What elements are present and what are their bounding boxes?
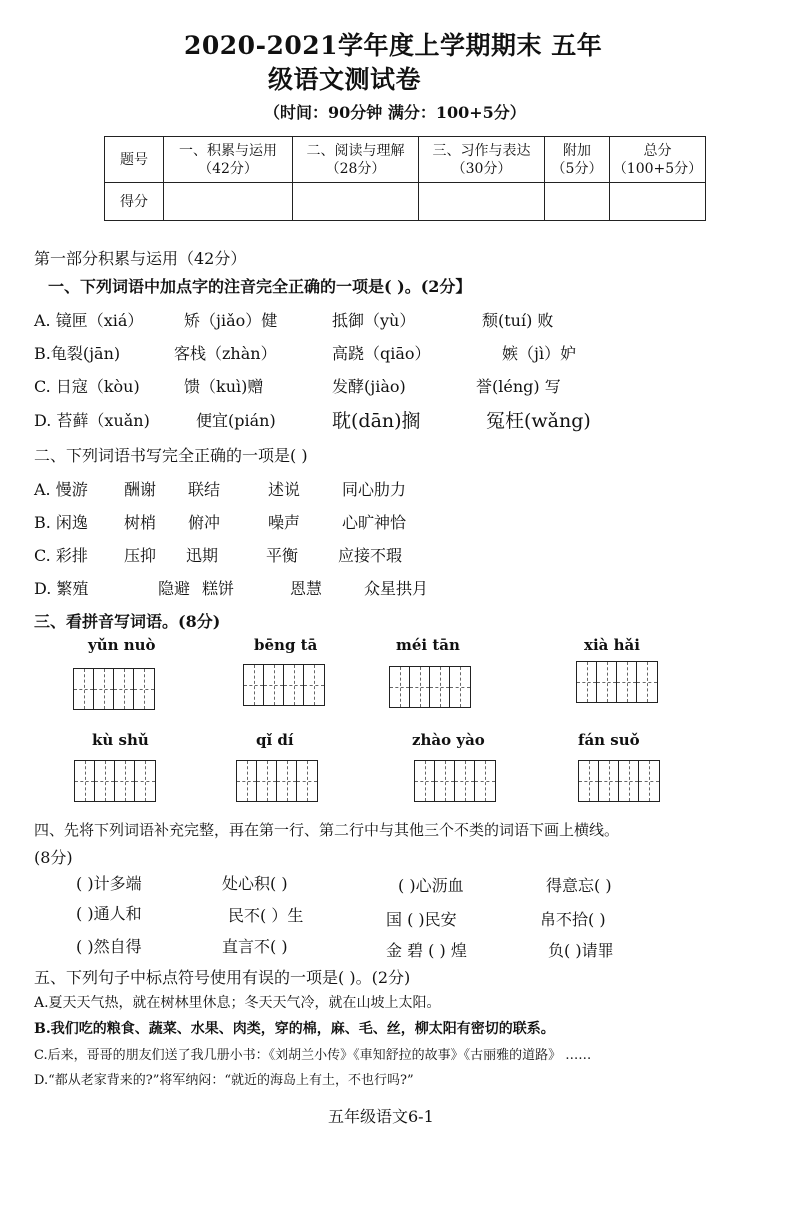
q2-option-a-4: 述说 [268,480,301,499]
q4-idiom-1: ( )计多端 [76,874,142,893]
score-col-label: 题号 [105,137,164,183]
q1-option-b-3: 高跷（qiāo） [332,344,431,363]
q2-option-b-1: B. 闲逸 [34,513,88,532]
q2-option-a-1: A. 慢游 [34,480,88,499]
writing-grid[interactable] [578,760,660,802]
q2-prompt: 二、下列词语书写完全正确的一项是( ) [34,446,308,465]
q2-option-a-5: 同心肋力 [342,480,407,499]
q1-option-d-4: 冤枉(wǎng) [486,410,591,432]
q3-pinyin-8: fán suǒ [578,731,640,749]
score-col-part2: 二、阅读与理解 （28分） [293,137,419,183]
score-cell[interactable] [293,183,419,221]
q2-option-d-3: 糕饼 [202,579,235,598]
q2-option-a-2: 酬谢 [124,480,157,499]
q4-idiom-11: 金 碧 ( ) 煌 [386,941,467,960]
q1-option-d-1: D. 苔藓（xuǎn) [34,411,150,430]
q2-option-d-2: 隐避 [158,579,191,598]
writing-grid[interactable] [243,664,325,706]
q4-points: (8分) [34,848,73,867]
q4-idiom-7: 国 ( )民安 [386,910,457,929]
q4-idiom-3: ( )心沥血 [398,876,464,895]
writing-grid[interactable] [73,668,155,710]
page-footer: 五年级语文6-1 [328,1107,434,1126]
writing-grid[interactable] [414,760,496,802]
writing-grid[interactable] [236,760,318,802]
score-cell[interactable] [419,183,545,221]
q2-option-c-4: 平衡 [266,546,299,565]
q1-option-a-3: 抵御（yù） [332,311,416,330]
q3-pinyin-3: méi tān [396,636,460,654]
q1-option-c-4: 誉(léng) 写 [476,377,561,396]
score-cell[interactable] [164,183,293,221]
score-cell[interactable] [545,183,610,221]
score-row-label: 得分 [105,183,164,221]
q3-pinyin-1: yǔn nuò [88,636,156,654]
q2-option-d-1: D. 繁殖 [34,579,89,598]
q5-option-c: C.后来，哥哥的朋友们送了我几册小书：《刘胡兰小传》《車知舒拉的故事》《古丽雅的道路》 …… [34,1048,592,1063]
q2-option-a-3: 联结 [188,480,221,499]
page-title-line2: 级语文测试卷 [268,65,422,94]
writing-grid[interactable] [576,661,658,703]
q4-idiom-10: 直言不( ) [222,937,288,956]
q2-option-d-5: 众星拱月 [364,579,429,598]
q2-option-d-4: 恩慧 [290,579,323,598]
writing-grid[interactable] [389,666,471,708]
q4-idiom-9: ( )然自得 [76,937,142,956]
q4-idiom-2: 处心积( ) [222,874,288,893]
q3-pinyin-2: bēng tā [254,636,318,654]
q4-idiom-12: 负( )请罪 [548,941,614,960]
q5-prompt: 五、下列句子中标点符号使用有误的一项是( )。(2分) [34,968,411,987]
q3-pinyin-6: qǐ dí [256,731,294,749]
q5-option-b: B.我们吃的粮食、蔬菜、水果、肉类，穿的棉，麻、毛、丝，柳太阳有密切的联系。 [34,1021,555,1037]
q1-option-a-2: 矫（jiǎo）健 [184,311,278,330]
q5-option-a: A.夏天天气热，就在树林里休息；冬天天气冷，就在山坡上太阳。 [34,995,441,1011]
score-table-header-row [105,137,706,183]
q1-option-a-4: 颓(tuí) 败 [482,311,554,330]
score-col-bonus: 附加 （5分） [545,137,610,183]
score-col-part3: 三、习作与表达 （30分） [419,137,545,183]
q4-idiom-5: ( )通人和 [76,904,142,923]
q1-option-d-2: 便宜(pián) [196,411,276,430]
q3-prompt: 三、看拼音写词语。(8分) [34,612,221,631]
q3-pinyin-4: xià hǎi [584,636,640,654]
q1-option-c-2: 馈（kuì)赠 [184,377,264,396]
part1-heading: 第一部分积累与运用（42分） [34,249,247,268]
q3-pinyin-5: kù shǔ [92,731,149,749]
q1-option-a-1: A. 镜匣（xiá） [34,311,144,330]
q1-option-b-4: 嫉（jì）妒 [502,344,577,363]
q2-option-b-4: 噪声 [268,513,301,532]
q2-option-c-3: 迅期 [186,546,219,565]
q1-option-b-2: 客栈（zhàn） [174,344,277,363]
q2-option-b-2: 树梢 [124,513,157,532]
q1-option-b-1: B.龟裂(jān) [34,344,121,363]
q5-option-d: D.“都从老家背来的?”将军纳闷：“就近的海岛上有土，不也行吗?” [34,1073,414,1088]
score-col-total: 总分 （100+5分） [610,137,706,183]
score-table [104,136,706,221]
q2-option-b-5: 心旷神恰 [342,513,407,532]
page-title-line1: 2020-2021学年度上学期期末 五年 [184,31,603,60]
q1-option-c-3: 发酵(jiào) [332,377,406,396]
q3-pinyin-7: zhào yào [412,731,485,749]
exam-time-score: （时间：90分钟 满分：100+5分） [264,103,526,122]
score-table-score-row [105,183,706,221]
q1-option-d-3: 耽(dān)搁 [332,410,421,432]
q2-option-c-2: 压抑 [124,546,157,565]
q2-option-b-3: 俯冲 [188,513,221,532]
q2-option-c-5: 应接不瑕 [338,546,403,565]
q4-idiom-6: 民不( ）生 [228,906,304,925]
q4-idiom-8: 帛不拾( ) [540,910,606,929]
writing-grid[interactable] [74,760,156,802]
q2-option-c-1: C. 彩排 [34,546,88,565]
score-col-part1: 一、积累与运用 （42分） [164,137,293,183]
q1-option-c-1: C. 日寇（kòu) [34,377,140,396]
score-cell[interactable] [610,183,706,221]
q1-prompt: 一、下列词语中加点字的注音完全正确的一项是( )。(2分】 [48,277,472,296]
q4-prompt: 四、先将下列词语补充完整，再在第一行、第二行中与其他三个不类的词语下画上横线。 [34,821,620,839]
q4-idiom-4: 得意忘( ) [546,876,612,895]
